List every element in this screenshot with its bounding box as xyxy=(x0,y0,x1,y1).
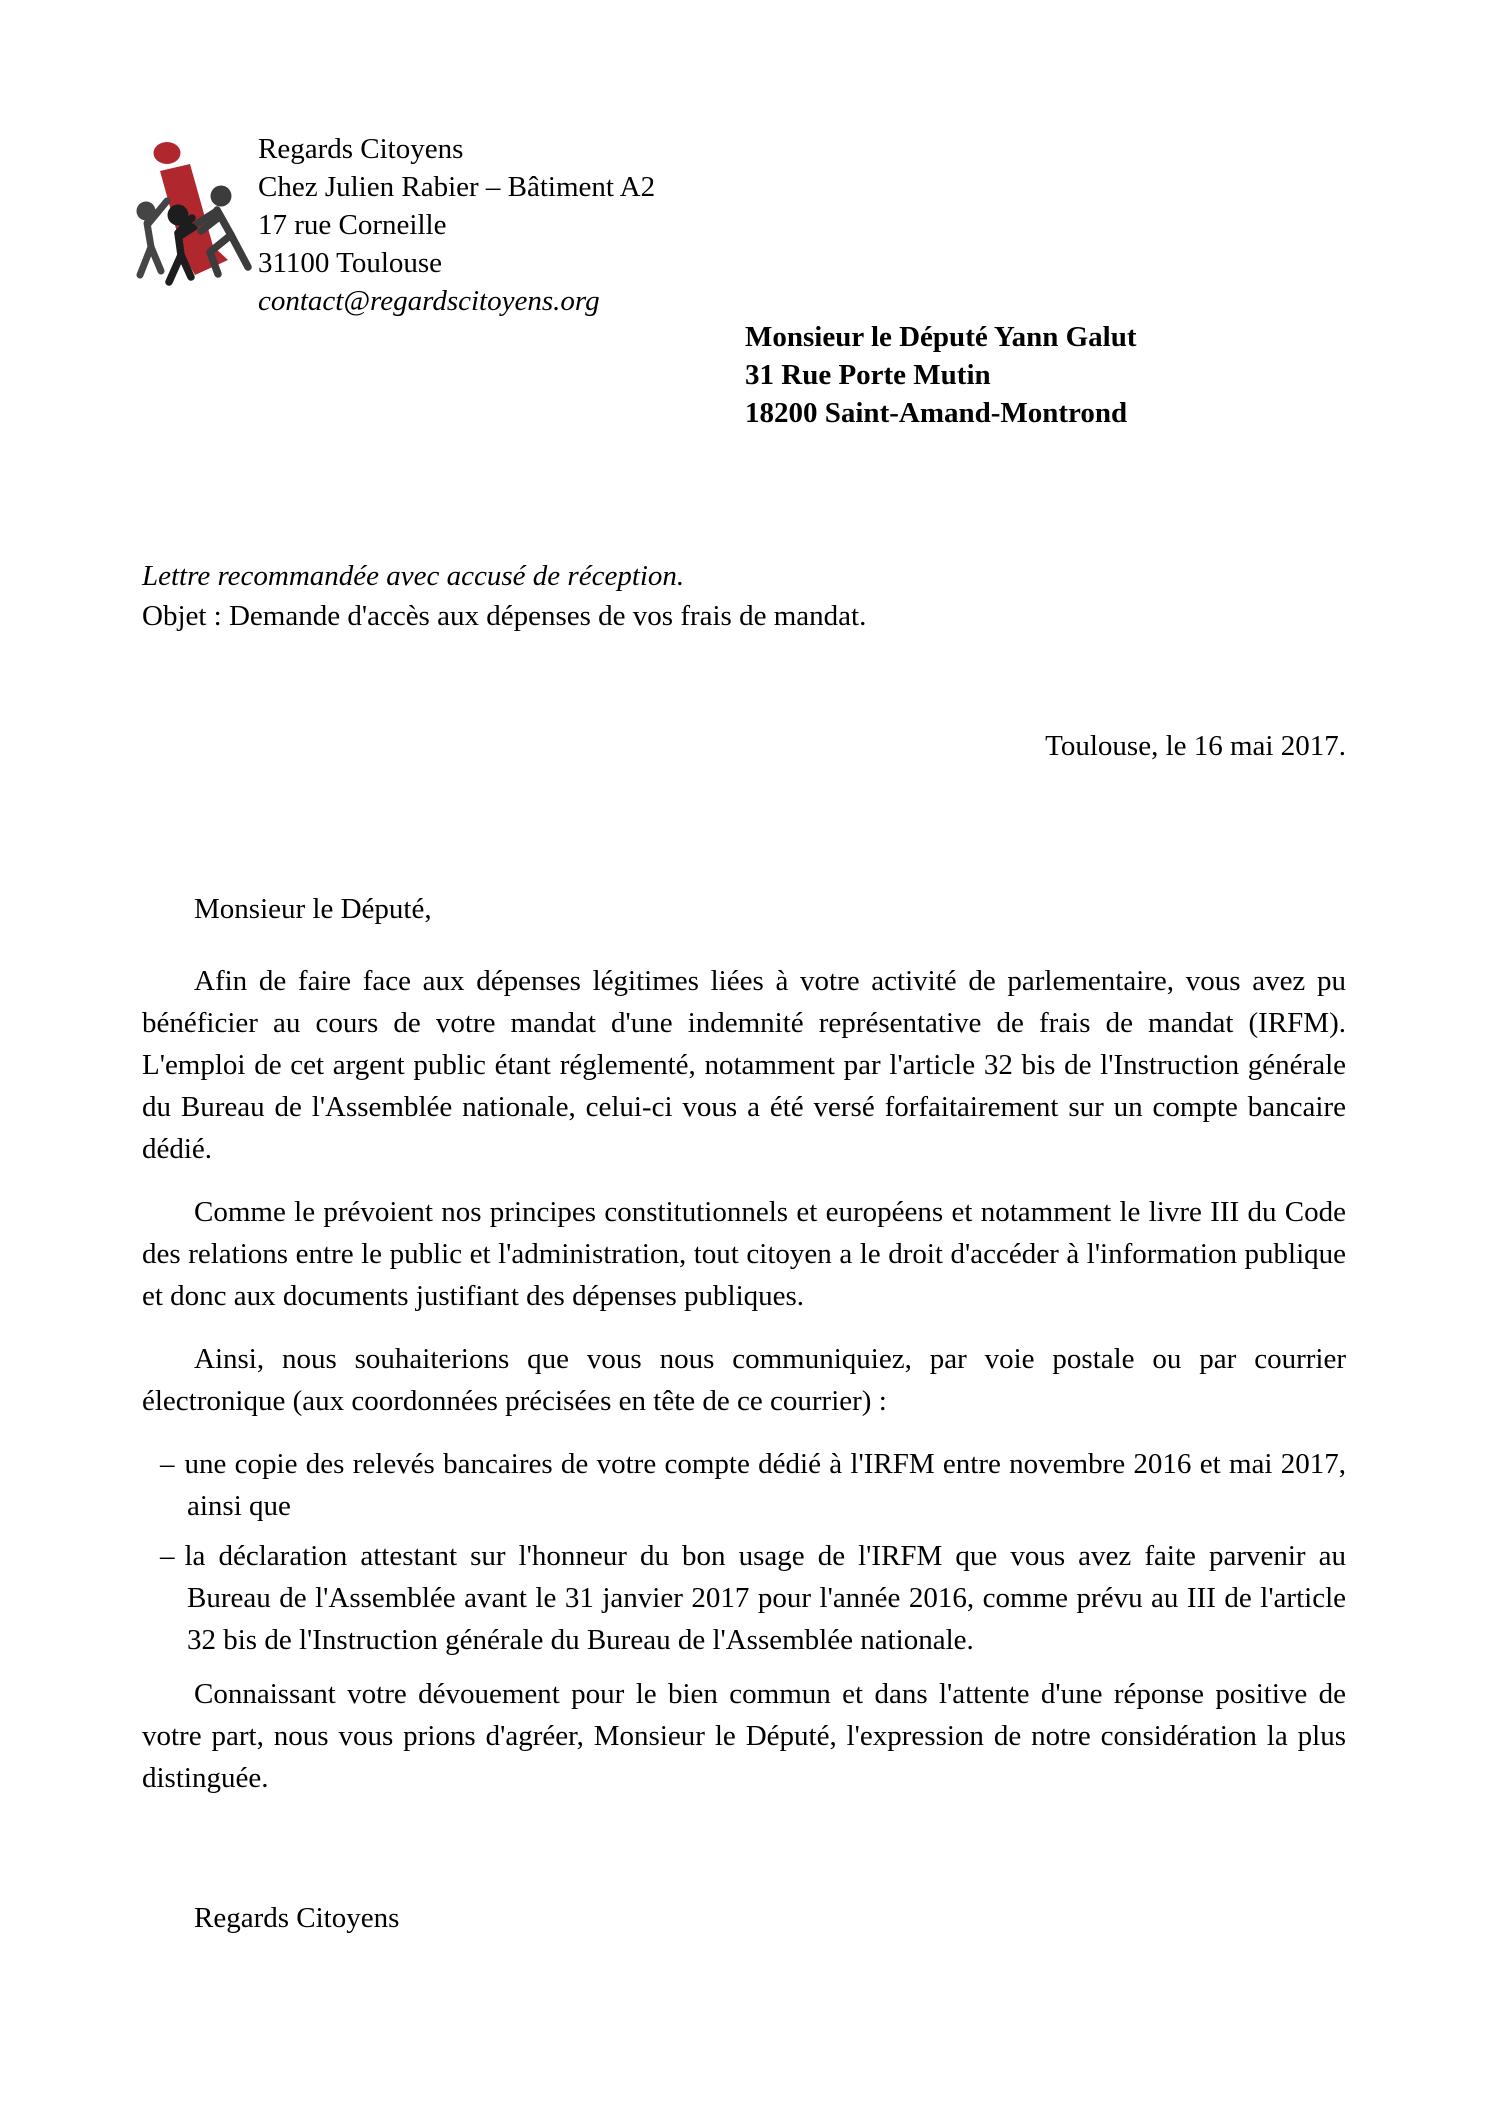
registered-mail-notice: Lettre recommandée avec accusé de réception. xyxy=(142,560,685,592)
recipient-city: 18200 Saint-Amand-Montrond xyxy=(745,397,1128,429)
sender-address-line: Chez Julien Rabier – Bâtiment A2 xyxy=(258,171,656,203)
sender-email: contact@regardscitoyens.org xyxy=(258,285,600,317)
recipient-name: Monsieur le Député Yann Galut xyxy=(745,321,1137,353)
notice-block xyxy=(142,556,866,636)
list-item-text: une copie des relevés bancaires de votre compte dédié à l'IRFM entre novembre 2016 et mai 2017, ainsi que xyxy=(184,1448,1346,1522)
logo-figure-left xyxy=(137,201,168,275)
sender-address-line: 17 rue Corneille xyxy=(258,209,447,241)
dateline: Toulouse, le 16 mai 2017. xyxy=(1045,730,1346,762)
recipient-block xyxy=(745,318,1137,432)
sender-block xyxy=(258,130,655,320)
regards-citoyens-logo-icon xyxy=(133,138,255,290)
body-paragraph: Afin de faire face aux dépenses légitimes liées à votre activité de parlementaire, vous avez pu bénéficier au cours de votre mandat d'une indemnité représentative de frais de mandat (IRFM). L'emploi de cet argent public étant réglementé, notamment par l'article 32 bis de l'Instruction générale du Bureau de l'Assemblée nationale, celui-ci vous a été versé forfaitairement sur un compte bancaire dédié. xyxy=(142,965,1346,1165)
dash-marker: – xyxy=(160,1448,175,1480)
recipient-street: 31 Rue Porte Mutin xyxy=(745,359,991,391)
list-item-text: la déclaration attestant sur l'honneur du bon usage de l'IRFM que vous avez faite parvenir au Bureau de l'Assemblée avant le 31 janvier 2017 pour l'année 2016, comme prévu au III de l'article 32 bis de l'Instruction générale du Bureau de l'Assemblée nationale. xyxy=(184,1540,1346,1656)
signature: Regards Citoyens xyxy=(194,1902,400,1934)
list-item xyxy=(142,1443,1346,1527)
dash-marker: – xyxy=(160,1540,175,1572)
body-paragraph: Ainsi, nous souhaiterions que vous nous communiquiez, par voie postale ou par courrier électronique (aux coordonnées précisées en tête de ce courrier) : xyxy=(142,1343,1346,1417)
letter-body xyxy=(142,888,1346,1939)
salutation: Monsieur le Député, xyxy=(194,893,432,925)
subject-line: Objet : Demande d'accès aux dépenses de vos frais de mandat. xyxy=(142,600,867,632)
list-item xyxy=(142,1535,1346,1661)
closing-paragraph: Connaissant votre dévouement pour le bien commun et dans l'attente d'une réponse positive de votre part, nous vous prions d'agréer, Monsieur le Député, l'expression de notre considération la plus distinguée. xyxy=(142,1678,1346,1794)
sender-address-line: 31100 Toulouse xyxy=(258,247,443,279)
sender-name: Regards Citoyens xyxy=(258,133,464,165)
body-paragraph: Comme le prévoient nos principes constitutionnels et européens et notamment le livre III du Code des relations entre le public et l'administration, tout citoyen a le droit d'accéder à l'information publique et donc aux documents justifiant des dépenses publiques. xyxy=(142,1196,1346,1312)
request-list xyxy=(142,1443,1346,1661)
